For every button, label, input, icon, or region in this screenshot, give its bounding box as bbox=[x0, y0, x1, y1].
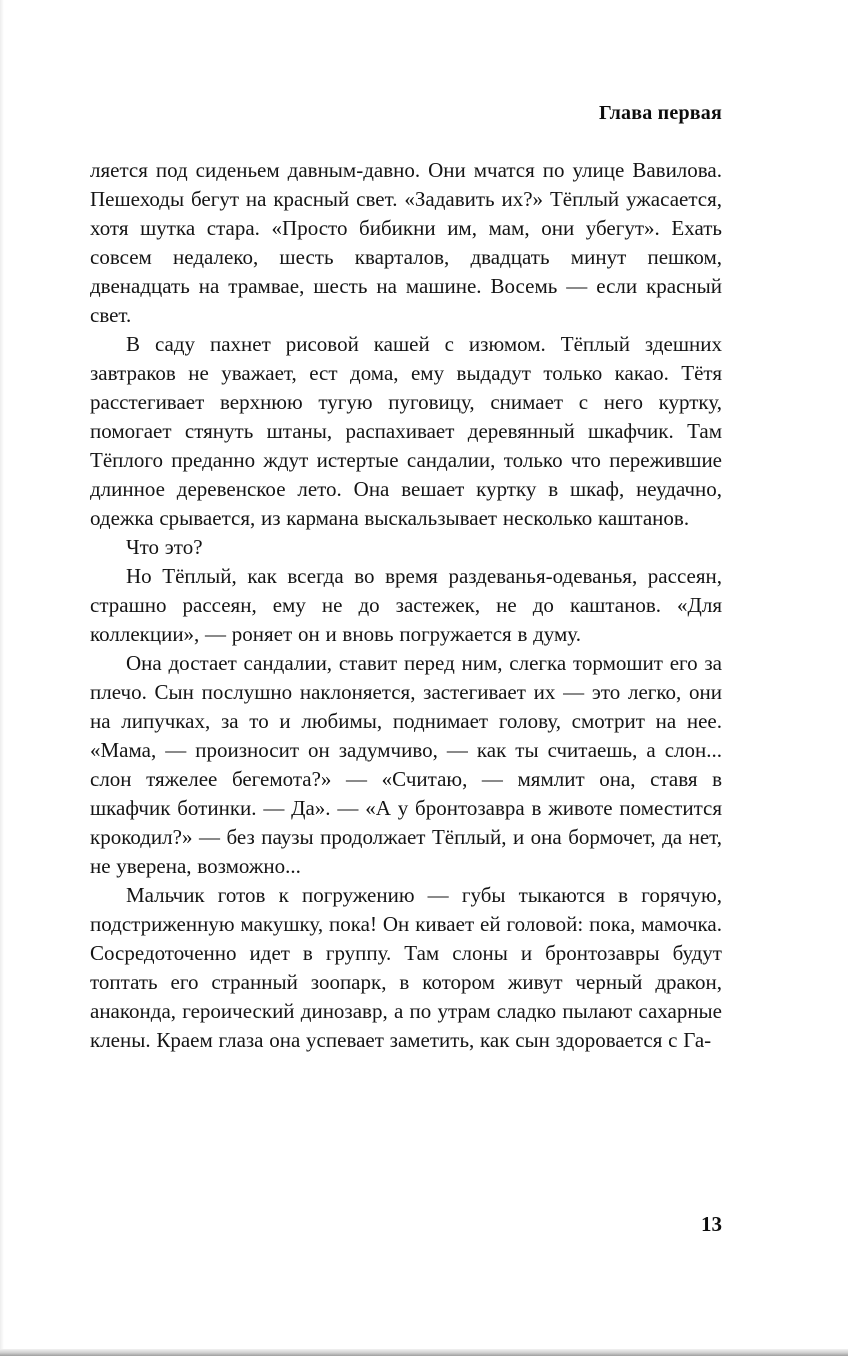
body-text bbox=[90, 156, 722, 1055]
page-bottom-edge bbox=[0, 1349, 848, 1356]
paragraph: Но Тёплый, как всегда во время раздеванья-одеванья, рассеян, страшно рассеян, ему не до застежек, не до каштанов. «Для коллекции», — роняет он и вновь погружается в думу. bbox=[90, 564, 722, 646]
paragraph: Мальчик готов к погружению — губы тыкаются в горячую, подстриженную макушку, пока! Он кивает ей головой: пока, мамочка. Сосредоточенно идет в группу. Там слоны и бронтозавры будут топтать его странный зоопарк, в котором живут черный дракон, анаконда, героический динозавр, а по утрам сладко пылают сахарные клены. Краем глаза она успевает заметить, как сын здоровается с Га- bbox=[90, 883, 722, 1052]
paragraph: В саду пахнет рисовой кашей с изюмом. Тёплый здешних завтраков не уважает, ест дома, ему выдадут только какао. Тётя расстегивает верхнюю тугую пуговицу, снимает с него куртку, помогает стянуть штаны, распахивает деревянный шкафчик. Там Тёплого преданно ждут истертые сандалии, только что пережившие длинное деревенское лето. Она вешает куртку в шкаф, неудачно, одежка срывается, из кармана выскальзывает несколько каштанов. bbox=[90, 332, 722, 530]
page-number: 13 bbox=[701, 1212, 722, 1236]
paragraph: ляется под сиденьем давным-давно. Они мчатся по улице Вавилова. Пешеходы бегут на красный свет. «Задавить их?» Тёплый ужасается, хотя шутка стара. «Просто бибикни им, мам, они убегут». Ехать совсем недалеко, шесть кварталов, двадцать минут пешком, двенадцать на трамвае, шесть на машине. Восемь — если красный свет. bbox=[90, 158, 722, 327]
chapter-heading: Глава первая bbox=[598, 102, 722, 124]
paragraph: Что это? bbox=[126, 535, 203, 559]
paragraph: Она достает сандалии, ставит перед ним, слегка тормошит его за плечо. Сын послушно наклоняется, застегивает их — это легко, они на липучках, за то и любимы, поднимает голову, смотрит на нее. «Мама, — произносит он задумчиво, — как ты считаешь, а слон... слон тяжелее бегемота?» — «Считаю, — мямлит она, ставя в шкафчик ботинки. — Да». — «А у бронтозавра в животе поместится крокодил?» — без паузы продолжает Тёплый, и она бормочет, да нет, не уверена, возможно... bbox=[90, 651, 722, 878]
page-left-edge bbox=[0, 0, 4, 1356]
